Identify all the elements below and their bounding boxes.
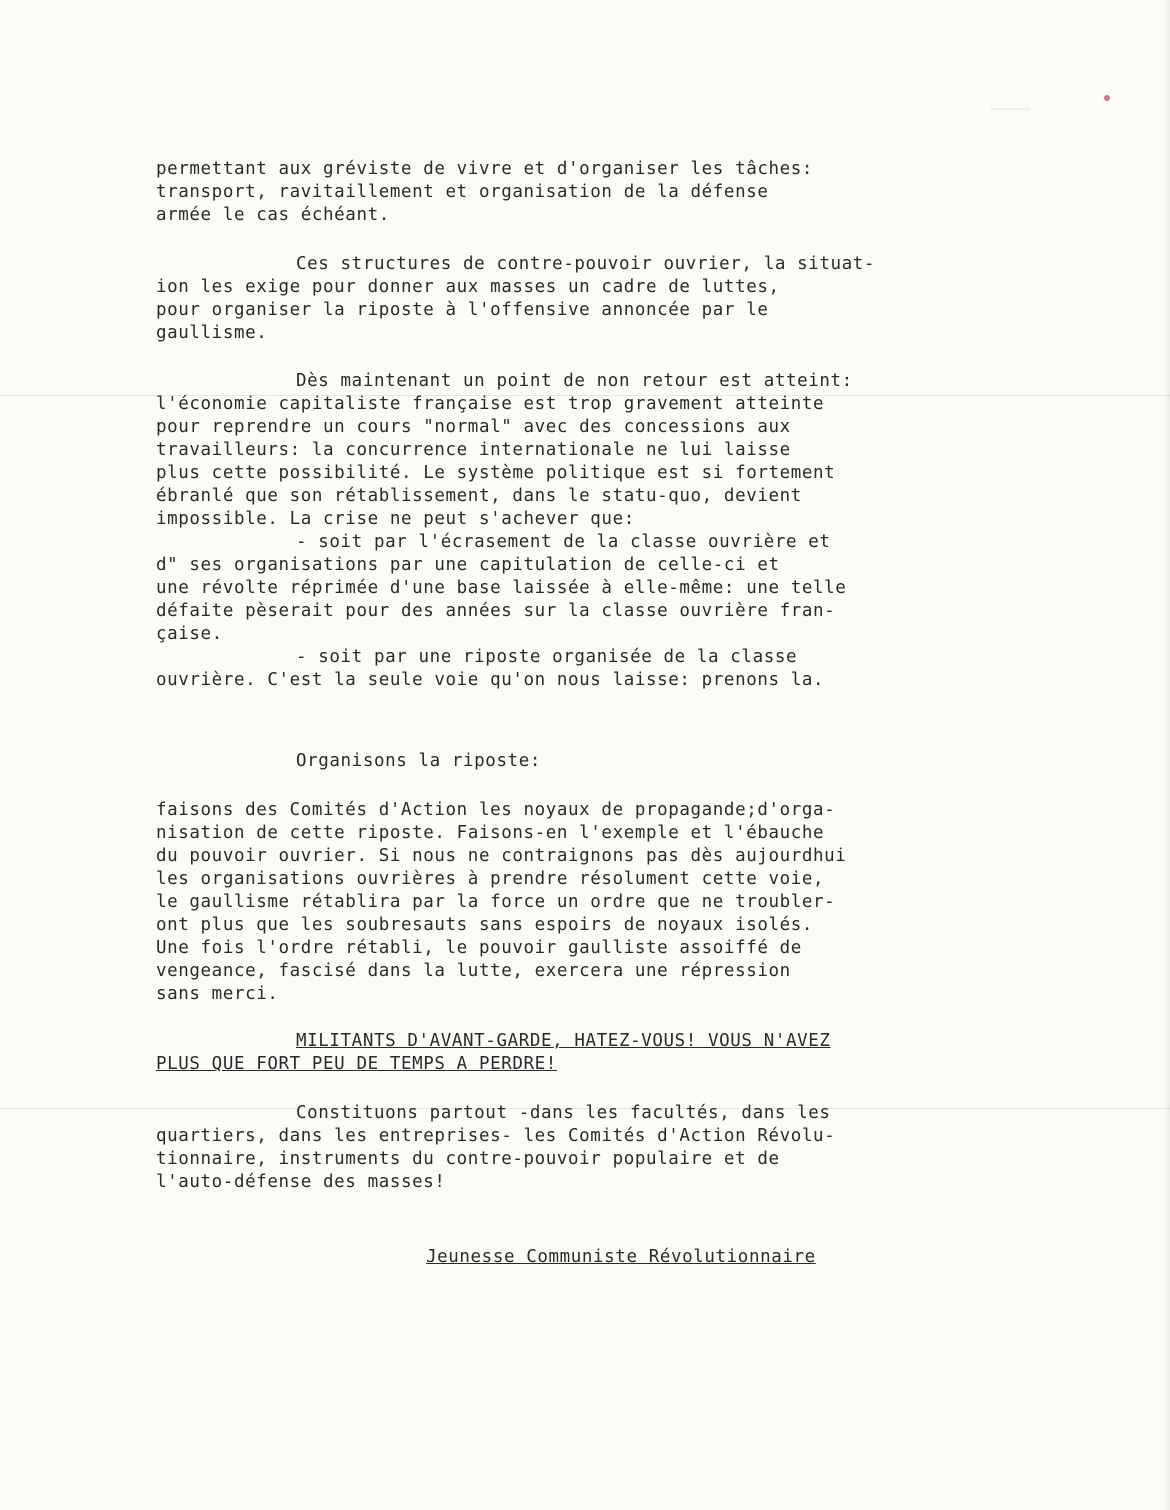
text-line: PLUS QUE FORT PEU DE TEMPS A PERDRE! xyxy=(156,1054,557,1074)
signature: Jeunesse Communiste Révolutionnaire xyxy=(426,1247,816,1267)
text-line: - soit par l'écrasement de la classe ouvrière et xyxy=(296,532,831,552)
text-line: Organisons la riposte: xyxy=(296,751,541,771)
text-line: l'économie capitaliste française est trop gravement atteinte xyxy=(156,394,825,414)
text-line: plus cette possibilité. Le système politique est si fortement xyxy=(156,463,836,483)
page-edge-shadow xyxy=(1164,0,1170,1510)
text-line: les organisations ouvrières à prendre résolument cette voie, xyxy=(156,869,825,889)
text-line: l'auto-défense des masses! xyxy=(156,1172,446,1192)
text-line: armée le cas échéant. xyxy=(156,205,390,225)
text-line: pour organiser la riposte à l'offensive annoncée par le xyxy=(156,300,769,320)
text-line: d" ses organisations par une capitulation de celle-ci et xyxy=(156,555,780,575)
text-line: tionnaire, instruments du contre-pouvoir populaire et de xyxy=(156,1149,780,1169)
red-ink-mark xyxy=(1104,95,1110,101)
text-line: Ces structures de contre-pouvoir ouvrier, la situat- xyxy=(296,254,876,274)
text-line: Une fois l'ordre rétabli, le pouvoir gaulliste assoiffé de xyxy=(156,938,802,958)
text-line: ouvrière. C'est la seule voie qu'on nous laisse: prenons la. xyxy=(156,670,825,690)
signature-block xyxy=(426,1246,986,1269)
faint-mark xyxy=(990,94,1030,110)
text-line: gaullisme. xyxy=(156,323,268,343)
text-line: impossible. La crise ne peut s'achever que: xyxy=(156,509,635,529)
text-line: vengeance, fascisé dans la lutte, exercera une répression xyxy=(156,961,791,981)
text-line: travailleurs: la concurrence internationale ne lui laisse xyxy=(156,440,791,460)
text-line: ébranlé que son rétablissement, dans le statu-quo, devient xyxy=(156,486,802,506)
text-line: quartiers, dans les entreprises- les Comités d'Action Révolu- xyxy=(156,1126,836,1146)
text-line: Constituons partout -dans les facultés, dans les xyxy=(296,1103,831,1123)
text-line: MILITANTS D'AVANT-GARDE, HATEZ-VOUS! VOUS N'AVEZ xyxy=(296,1031,831,1051)
text-line: permettant aux gréviste de vivre et d'organiser les tâches: xyxy=(156,159,814,179)
paragraph-2 xyxy=(156,253,1036,345)
paragraph-1 xyxy=(156,158,1036,227)
paragraph-4 xyxy=(156,750,1036,773)
text-line: çaise. xyxy=(156,624,223,644)
text-line: pour reprendre un cours "normal" avec des concessions aux xyxy=(156,417,791,437)
text-line: ion les exige pour donner aux masses un cadre de luttes, xyxy=(156,277,780,297)
paragraph-5 xyxy=(156,799,1036,1006)
text-line: ont plus que les soubresauts sans espoirs de noyaux isolés. xyxy=(156,915,814,935)
text-line: - soit par une riposte organisée de la classe xyxy=(296,647,798,667)
text-line: faisons des Comités d'Action les noyaux de propagande;d'orga- xyxy=(156,800,836,820)
text-line: Dès maintenant un point de non retour est atteint: xyxy=(296,371,853,391)
text-line: du pouvoir ouvrier. Si nous ne contraignons pas dès aujourdhui xyxy=(156,846,847,866)
text-line: nisation de cette riposte. Faisons-en l'exemple et l'ébauche xyxy=(156,823,825,843)
text-line: défaite pèserait pour des années sur la classe ouvrière fran- xyxy=(156,601,836,621)
text-line: sans merci. xyxy=(156,984,279,1004)
text-line: le gaullisme rétablira par la force un ordre que ne troubler- xyxy=(156,892,836,912)
paragraph-6-callout xyxy=(156,1030,1036,1076)
paragraph-7 xyxy=(156,1102,1036,1194)
paragraph-3 xyxy=(156,370,1036,692)
text-line: transport, ravitaillement et organisation de la défense xyxy=(156,182,769,202)
text-line: une révolte réprimée d'une base laissée à elle-même: une telle xyxy=(156,578,847,598)
